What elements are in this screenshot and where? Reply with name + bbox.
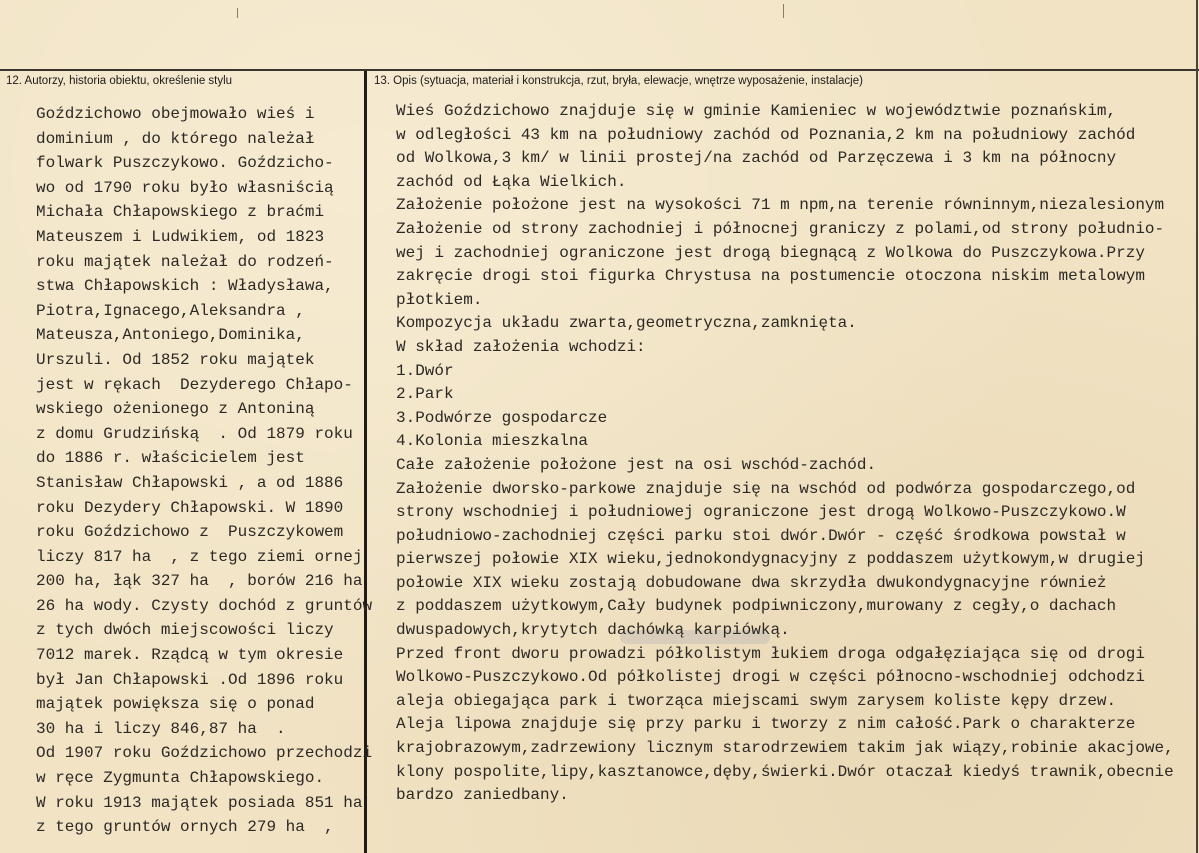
text-line: Kompozycja układu zwarta,geometryczna,zamknięta.	[396, 314, 857, 333]
text-line: wo od 1790 roku było własniścią	[36, 178, 334, 197]
text-line: z tych dwóch miejscowości liczy	[36, 621, 334, 640]
paper-mark	[783, 4, 784, 18]
text-line: Mateuszem i Ludwikiem, od 1823	[36, 227, 325, 246]
section-12-header: 12. Autorzy, historia obiektu, określenie stylu	[6, 75, 233, 87]
text-line: 7012 marek. Rządcą w tym okresie	[36, 646, 344, 665]
text-line: aleja obiegająca park i tworząca miejscami swym zarysem koliste kępy drzew.	[396, 691, 1117, 710]
form-right-rule	[1196, 0, 1198, 853]
text-line: Wieś Goździchowo znajduje się w gminie Kamieniec w województwie poznańskim,	[396, 102, 1117, 120]
text-line: w odległości 43 km na południowy zachód od Poznania,2 km na południowy zachód	[396, 125, 1136, 144]
text-line: 26 ha wody. Czysty dochód z gruntów	[36, 596, 373, 615]
text-line: Całe założenie położone jest na osi wschód-zachód.	[396, 455, 877, 474]
text-line: Michała Chłapowskiego z braćmi	[36, 203, 325, 222]
text-line: wskiego ożenionego z Antoniną	[36, 400, 315, 419]
text-line: Aleja lipowa znajduje się przy parku i tworzy z nim całość.Park o charakterze	[396, 715, 1136, 734]
text-line: W skład założenia wchodzi:	[396, 337, 646, 356]
text-line: 1.Dwór	[396, 361, 454, 380]
text-line: Goździchowo obejmowało wieś i	[36, 105, 315, 123]
text-line: 4.Kolonia mieszkalna	[396, 432, 589, 451]
text-line: zakręcie drogi stoi figurka Chrystusa na postumencie otoczona niskim metalowym	[396, 267, 1145, 286]
text-line: w ręce Zygmunta Chłapowskiego.	[36, 769, 325, 788]
text-line: 200 ha, łąk 327 ha , borów 216 ha	[36, 572, 363, 591]
text-line: Mateusza,Antoniego,Dominika,	[36, 326, 305, 345]
text-line: połowie XIX wieku zostają dobudowane dwa skrzydła dwukondygnacyjne również	[396, 573, 1107, 592]
text-line: południowo-zachodniej części parku stoi dwór.Dwór - część środkowa powstał w	[396, 526, 1126, 545]
text-line: Od 1907 roku Goździchowo przechodzi	[36, 744, 373, 763]
text-line: był Jan Chłapowski .Od 1896 roku	[36, 670, 344, 689]
text-line: W roku 1913 majątek posiada 851 ha	[36, 793, 363, 812]
text-line: majątek powiększa się o ponad	[36, 695, 315, 714]
text-line: pierwszej połowie XIX wieku,jednokondygnacyjny z poddaszem użytkowym,w drugiej	[396, 550, 1145, 569]
text-line: stwa Chłapowskich : Władysława,	[36, 277, 334, 296]
text-line: 30 ha i liczy 846,87 ha .	[36, 719, 286, 738]
section-13-text	[396, 100, 1174, 808]
text-line: roku Goździchowo z Puszczykowem	[36, 523, 344, 542]
text-line: Założenie położone jest na wysokości 71 m npm,na terenie równinnym,niezalesionym	[396, 196, 1165, 215]
text-line: Stanisław Chłapowski , a od 1886	[36, 473, 344, 492]
text-line: strony wschodniej i południowej ograniczone jest drogą Wolkowo-Puszczykowo.W	[396, 503, 1126, 522]
text-line: do 1886 r. właścicielem jest	[36, 449, 305, 468]
text-line: dwuspadowych,krytytch dachówką karpiówką.	[396, 621, 790, 640]
text-line: zachód od Łąka Wielkich.	[396, 172, 627, 191]
paper-mark	[237, 8, 238, 18]
text-line: jest w rękach Dezyderego Chłapo-	[36, 375, 353, 394]
text-line: dominium , do którego należał	[36, 129, 315, 148]
text-line: od Wolkowa,3 km/ w linii prostej/na zachód od Parzęczewa i 3 km na północny	[396, 149, 1117, 168]
text-line: z domu Grudzińską . Od 1879 roku	[36, 424, 353, 443]
text-line: 3.Podwórze gospodarcze	[396, 408, 608, 427]
text-line: krajobrazowym,zadrzewiony licznym starodrzewiem takim jak wiązy,robinie akacjowe,	[396, 739, 1174, 758]
text-line: Założenie od strony zachodniej i północnej graniczy z polami,od strony południo-	[396, 219, 1165, 238]
text-line: roku Dezydery Chłapowski. W 1890	[36, 498, 344, 517]
text-line: 2.Park	[396, 385, 454, 404]
text-line: bardzo zaniedbany.	[396, 786, 569, 805]
text-line: Piotra,Ignacego,Aleksandra ,	[36, 301, 305, 320]
text-line: Założenie dworsko-parkowe znajduje się na wschód od podwórza gospodarczego,od	[396, 479, 1136, 498]
form-top-rule	[0, 69, 1199, 71]
text-line: liczy 817 ha , z tego ziemi ornej	[36, 547, 363, 566]
text-line: Urszuli. Od 1852 roku majątek	[36, 350, 315, 369]
text-line: Wolkowo-Puszczykowo.Od półkolistej drogi w części północno-wschodniej odchodzi	[396, 668, 1145, 687]
section-12-text	[36, 102, 372, 840]
text-line: klony pospolite,lipy,kasztanowce,dęby,świerki.Dwór otaczał kiedyś trawnik,obecnie	[396, 762, 1174, 781]
text-line: Przed front dworu prowadzi półkolistym łukiem droga odgałęziająca się od drogi	[396, 644, 1145, 663]
text-line: z tego gruntów ornych 279 ha ,	[36, 818, 334, 837]
text-line: roku majątek należał do rodzeń-	[36, 252, 334, 271]
text-line: z poddaszem użytkowym,Cały budynek podpiwniczony,murowany z cegły,o dachach	[396, 597, 1117, 616]
section-13-header: 13. Opis (sytuacja, materiał i konstrukcja, rzut, bryła, elewacje, wnętrze wyposażenie, instalacje)	[374, 75, 863, 87]
text-line: folwark Puszczykowo. Goździcho-	[36, 154, 334, 173]
text-line: płotkiem.	[396, 290, 483, 309]
text-line: wej i zachodniej ograniczone jest drogą biegnącą z Wolkowa do Puszczykowa.Przy	[396, 243, 1145, 262]
